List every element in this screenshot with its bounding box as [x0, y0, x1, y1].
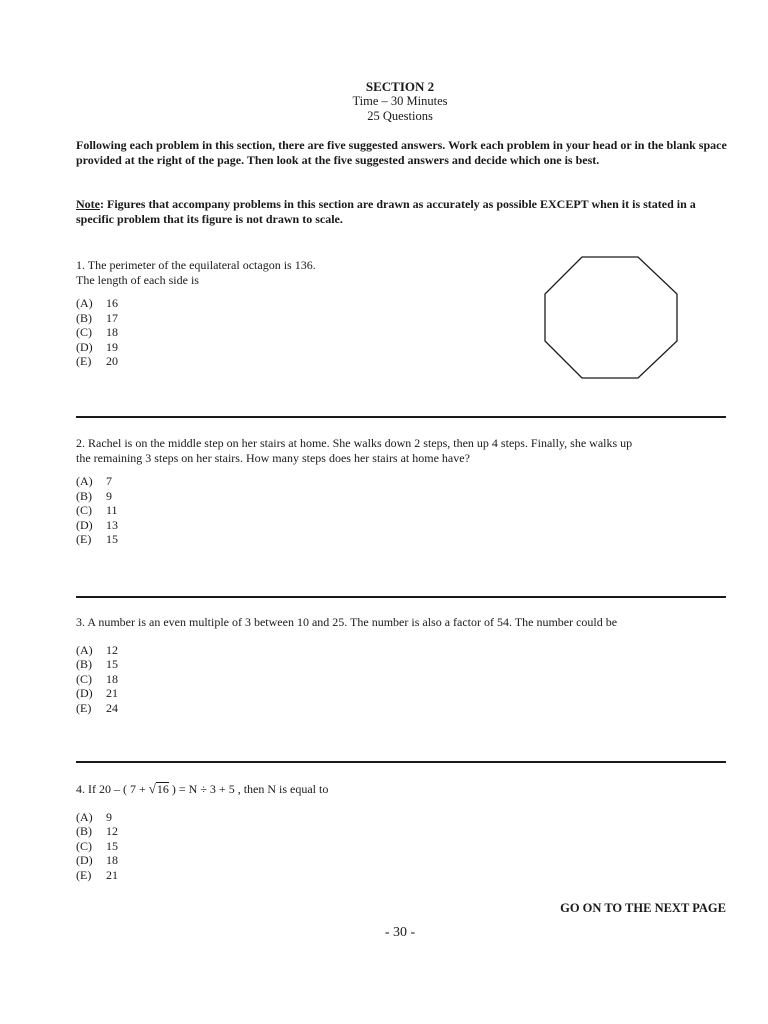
question-1-text-line2: The length of each side is — [76, 272, 199, 287]
choice-d[interactable]: (D) 21 — [76, 686, 118, 700]
question-3-text: 3. A number is an even multiple of 3 between 10 and 25. The number is also a factor of 54. The number could be — [76, 615, 618, 629]
divider-rule — [76, 596, 726, 598]
choice-c[interactable]: (C) 11 — [76, 503, 118, 517]
question-4-choices — [76, 810, 328, 883]
question-4-suffix: ) = N ÷ 3 + 5 , then N is equal to — [168, 782, 329, 796]
question-1-text-line1: 1. The perimeter of the equilateral octagon is 136. — [76, 258, 316, 272]
question-3 — [76, 615, 617, 715]
choice-a[interactable]: (A) 12 — [76, 642, 118, 657]
section-title: SECTION 2 — [365, 79, 435, 94]
question-4 — [76, 782, 328, 882]
question-2 — [76, 436, 632, 547]
divider-rule — [76, 416, 726, 418]
choice-b[interactable]: (B) 12 — [76, 824, 118, 838]
note-text: : Figures that accompany problems in this section are drawn as accurately as possible EXCEPT when it is stated in a specific problem that its figure is not drawn to scale. — [76, 197, 696, 226]
sqrt-radicand: 16 — [156, 782, 169, 796]
choice-b[interactable]: (B) 9 — [76, 488, 112, 503]
choice-e[interactable]: (E) 24 — [76, 700, 118, 715]
divider-rule — [76, 761, 726, 763]
page-number: - 30 - — [384, 925, 416, 940]
octagon-figure — [543, 256, 681, 382]
choice-e[interactable]: (E) 15 — [76, 532, 118, 546]
section-question-count: 25 Questions — [367, 109, 433, 123]
question-4-text — [76, 782, 328, 797]
choice-a[interactable]: (A) 9 — [76, 809, 112, 824]
choice-e[interactable]: (E) 20 — [76, 354, 118, 368]
question-1 — [76, 258, 316, 369]
question-2-choices — [76, 474, 632, 547]
choice-d[interactable]: (D) 13 — [76, 517, 118, 532]
note — [76, 197, 728, 227]
sqrt-symbol: √ — [148, 781, 156, 796]
choice-c[interactable]: (C) 15 — [76, 838, 118, 853]
choice-c[interactable]: (C) 18 — [76, 671, 118, 686]
go-on-next-page: GO ON TO THE NEXT PAGE — [560, 901, 726, 915]
choice-e[interactable]: (E) 21 — [76, 867, 118, 882]
choice-b[interactable]: (B) 17 — [76, 310, 118, 325]
question-3-choices — [76, 643, 617, 716]
note-label: Note — [76, 197, 100, 211]
section-time: Time – 30 Minutes — [352, 94, 448, 108]
section-header — [0, 79, 768, 124]
question-1-choices — [76, 296, 316, 369]
question-4-prefix: 4. If 20 – ( 7 + — [76, 782, 149, 796]
choice-d[interactable]: (D) 18 — [76, 853, 118, 867]
choice-a[interactable]: (A) 7 — [76, 474, 112, 488]
instructions: Following each problem in this section, there are five suggested answers. Work each problem in your head or in the blank space provided at the right of the page. Then look at the five suggested answers and decide which one is best. — [76, 138, 727, 167]
choice-c[interactable]: (C) 18 — [76, 325, 118, 339]
choice-a[interactable]: (A) 16 — [76, 296, 118, 310]
question-2-text-line1: 2. Rachel is on the middle step on her stairs at home. She walks down 2 steps, then up 4 steps. Finally, she walks up — [76, 436, 633, 450]
choice-d[interactable]: (D) 19 — [76, 339, 118, 354]
choice-b[interactable]: (B) 15 — [76, 657, 118, 671]
question-2-text-line2: the remaining 3 steps on her stairs. How many steps does her stairs at home have? — [76, 450, 470, 465]
